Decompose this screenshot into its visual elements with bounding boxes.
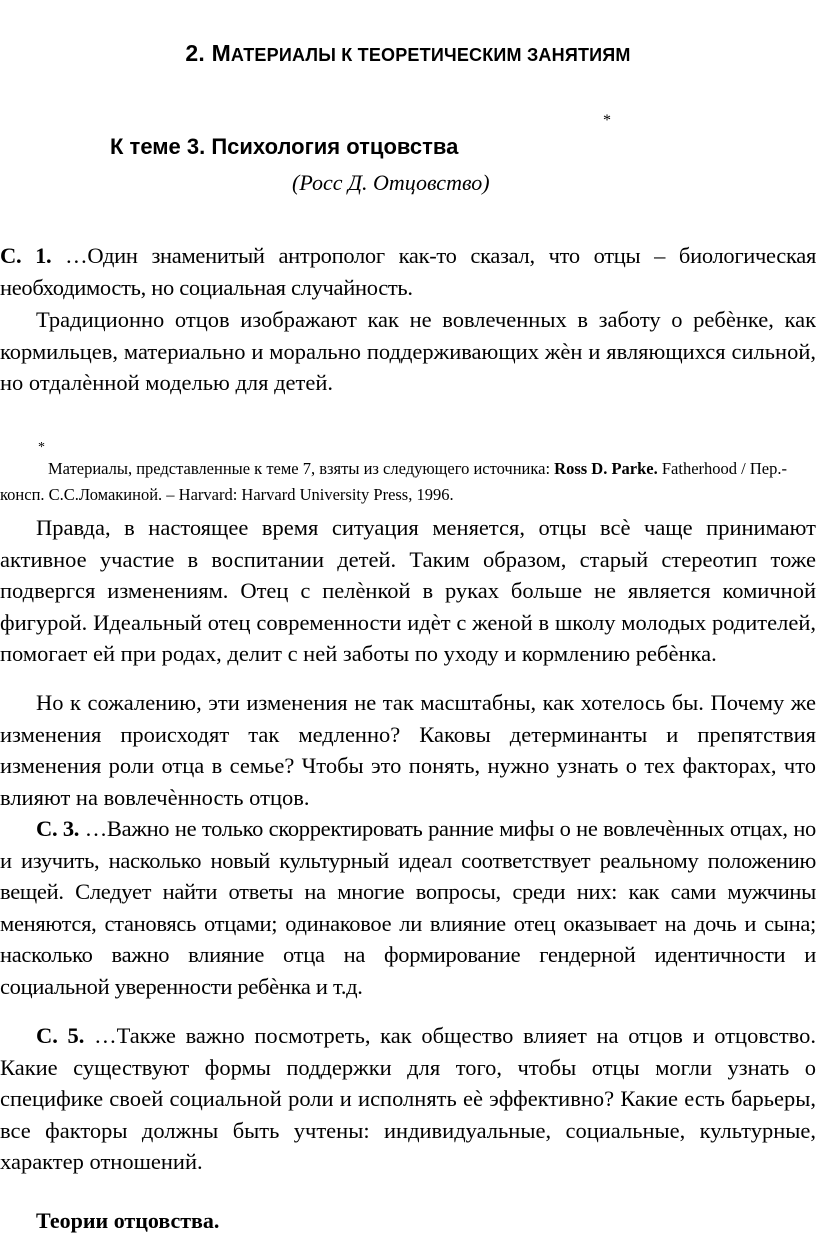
footnote-author: Ross D. Parke. [554,459,658,478]
page-ref-label: С. 3. [36,816,80,841]
page-ref-label: С. 1. [0,243,52,268]
paragraph-4 [0,687,816,813]
topic-title: К теме 3. Психология отцовства [110,134,459,159]
paragraph-text: Но к сожалению, эти изменения не так масштабны, как хотелось бы. Почему же изменения происходят так медленно? Каковы детерминанты и препятствия изменения роли отца в семье? Чтобы это понять, нужно узнать о тех факторах, что влияют на вовлечѐнность отцов. [0,690,816,810]
paragraph-6 [0,1020,816,1178]
source-citation: (Росс Д. Отцовство) [292,170,490,195]
paragraph-text: …Один знаменитый антрополог как-то сказал, что отцы – биологическая необходимость, но социальная случайность. [0,243,816,300]
paragraph-5 [0,813,816,1002]
footnote-text: Материалы, представленные к теме 7, взяты из следующего источника: [48,459,555,478]
section-title-first-letter: М [211,40,231,66]
paragraph-text: …Также важно посмотреть, как общество влияет на отцов и отцовство. Какие существуют формы поддержки для того, чтобы отцы могли узнать о специфике своей социальной роли и исполнять еѐ эффективно? Какие есть барьеры, все факторы должны быть учтены: индивидуальные, социальные, культурные, характер отношений. [0,1023,816,1174]
footnote [0,456,816,508]
paragraph-3 [0,512,816,670]
footnote-text-rest: Fatherhood / Пер.-консп. С.С.Ломакиной. – Harvard: Harvard University Press, 1996. [0,459,787,504]
footnote-reference-asterisk: * [603,112,611,129]
paragraph-1 [0,240,816,303]
theories-heading: Теории отцовства. [36,1208,220,1233]
paragraph-text: Правда, в настоящее время ситуация меняется, отцы всѐ чаще принимают активное участие в воспитании детей. Таким образом, старый стереотип тоже подвергся изменениям. Отец с пелѐнкой в руках больше не является комичной фигурой. Идеальный отец современности идѐт с женой в школу молодых родителей, помогает ей при родах, делит с ней заботы по уходу и кормлению ребѐнка. [0,515,816,666]
paragraph-2 [0,304,816,399]
section-number: 2. [185,40,205,66]
footnote-asterisk: * [38,440,45,455]
paragraph-text: Традиционно отцов изображают как не вовлеченных в заботу о ребѐнке, как кормильцев, материально и морально поддерживающих жѐн и являющихся сильной, но отдалѐнной моделью для детей. [0,307,816,395]
section-title-rest: АТЕРИАЛЫ К ТЕОРЕТИЧЕСКИМ ЗАНЯТИЯМ [230,45,631,65]
paragraph-text: …Важно не только скорректировать ранние мифы о не вовлечѐнных отцах, но и изучить, насколько новый культурный идеал соответствует реальному положению вещей. Следует найти ответы на многие вопросы, среди них: как сами мужчины меняются, становясь отцами; одинаковое ли влияние отец оказывает на дочь и сына; насколько важно влияние отца на формирование гендерной идентичности и социальной уверенности ребѐнка и т.д. [0,816,816,999]
page-ref-label: С. 5. [36,1023,85,1048]
section-title [0,40,816,67]
